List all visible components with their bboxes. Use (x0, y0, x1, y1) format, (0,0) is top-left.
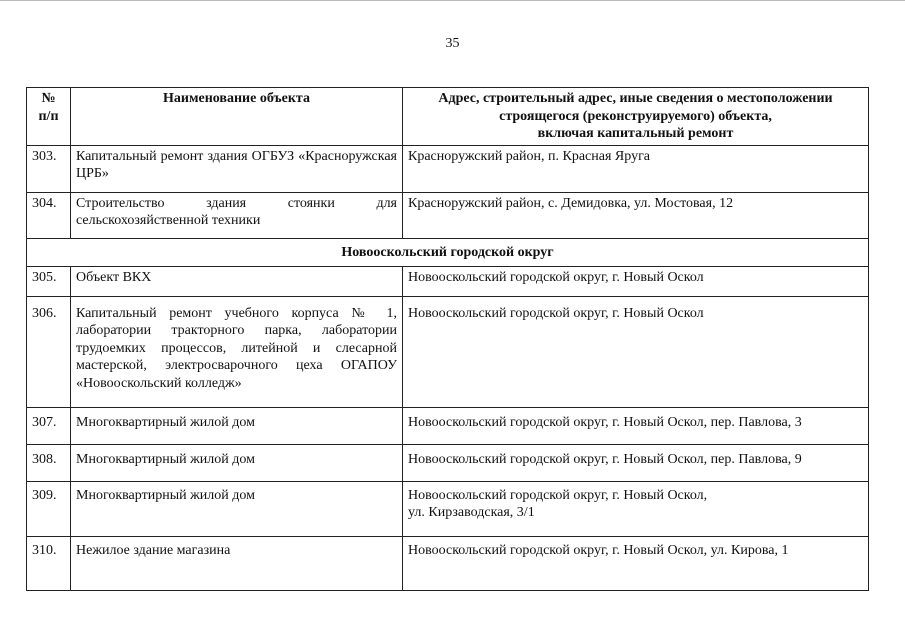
row-number: 310. (27, 536, 71, 590)
object-name: Многоквартирный жилой дом (71, 444, 403, 481)
object-name: Строительство здания стоянки для сельскохозяйственной техники (71, 192, 403, 238)
header-name: Наименование объекта (71, 88, 403, 146)
object-address: Новооскольский городской округ, г. Новый Оскол (403, 266, 869, 296)
object-name: Капитальный ремонт здания ОГБУЗ «Красноружская ЦРБ» (71, 145, 403, 192)
table-row (27, 296, 869, 407)
object-address: Красноружский район, с. Демидовка, ул. Мостовая, 12 (403, 192, 869, 238)
row-number: 304. (27, 192, 71, 238)
row-number: 305. (27, 266, 71, 296)
row-number: 303. (27, 145, 71, 192)
row-number: 308. (27, 444, 71, 481)
object-name: Капитальный ремонт учебного корпуса № 1, лаборатории тракторного парка, лаборатории трудоемких процессов, литейной и слесарной мастерской, электросварочного цеха ОГАПОУ «Новооскольский колледж» (71, 296, 403, 407)
header-address: Адрес, строительный адрес, иные сведения о местоположении строящегося (реконструируемого) объекта, включая капитальный ремонт (403, 88, 869, 146)
object-address: Красноружский район, п. Красная Яруга (403, 145, 869, 192)
object-address: Новооскольский городской округ, г. Новый Оскол, ул. Кирова, 1 (403, 536, 869, 590)
table-row (27, 481, 869, 536)
table-row (27, 192, 869, 238)
object-address: Новооскольский городской округ, г. Новый Оскол, пер. Павлова, 9 (403, 444, 869, 481)
row-number: 306. (27, 296, 71, 407)
object-name: Объект ВКХ (71, 266, 403, 296)
table-row (27, 536, 869, 590)
object-name: Многоквартирный жилой дом (71, 407, 403, 444)
header-num: № п/п (27, 88, 71, 146)
object-name: Нежилое здание магазина (71, 536, 403, 590)
scan-top-edge (0, 0, 905, 1)
table-row (27, 145, 869, 192)
table-row (27, 266, 869, 296)
object-address: Новооскольский городской округ, г. Новый Оскол, ул. Кирзаводская, 3/1 (403, 481, 869, 536)
object-address: Новооскольский городской округ, г. Новый Оскол, пер. Павлова, 3 (403, 407, 869, 444)
object-name: Многоквартирный жилой дом (71, 481, 403, 536)
table-row (27, 407, 869, 444)
table-row (27, 444, 869, 481)
row-number: 307. (27, 407, 71, 444)
page-number: 35 (445, 36, 460, 51)
row-number: 309. (27, 481, 71, 536)
objects-table (26, 87, 869, 591)
section-row (27, 238, 869, 266)
object-address: Новооскольский городской округ, г. Новый Оскол (403, 296, 869, 407)
table-header-row (27, 88, 869, 146)
section-title: Новооскольский городской округ (27, 238, 869, 266)
